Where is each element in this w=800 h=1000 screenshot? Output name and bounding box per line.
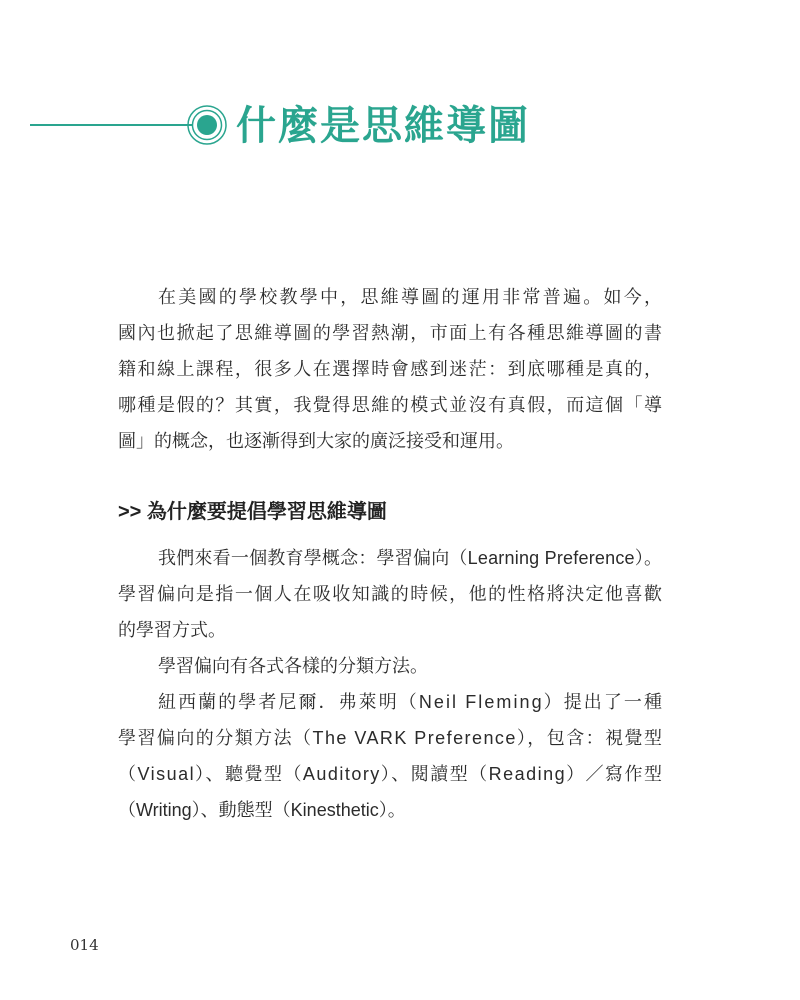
section-line: （Visual）、聽覺型（Auditory）、閱讀型（Reading）／寫作型 [118, 764, 664, 784]
intro-line: 圖」的概念，也逐漸得到大家的廣泛接受和運用。 [118, 431, 514, 451]
section-line: 的學習方式。 [118, 620, 226, 640]
page-number: 014 [70, 936, 99, 954]
chapter-title: 什麼是思維導圖 [236, 102, 530, 149]
section-line: 學習偏向是指一個人在吸收知識的時候，他的性格將決定他喜歡 [118, 584, 664, 604]
target-circle-icon [186, 104, 228, 146]
section-line: 我們來看一個教育學概念：學習偏向（Learning Preference）。 [158, 548, 663, 568]
title-rule [30, 124, 192, 126]
section-line: （Writing）、動態型（Kinesthetic）。 [118, 800, 406, 820]
intro-line: 在美國的學校教學中，思維導圖的運用非常普遍。如今， [158, 287, 665, 307]
intro-line: 籍和線上課程，很多人在選擇時會感到迷茫：到底哪種是真的， [118, 359, 664, 379]
intro-line: 哪種是假的？其實，我覺得思維的模式並沒有真假，而這個「導 [118, 395, 664, 415]
intro-line: 國內也掀起了思維導圖的學習熱潮，市面上有各種思維導圖的書 [118, 323, 664, 343]
section-line: 學習偏向有各式各樣的分類方法。 [158, 656, 428, 676]
section-line: 學習偏向的分類方法（The VARK Preference），包含：視覺型 [118, 728, 664, 748]
section-line: 紐西蘭的學者尼爾．弗萊明（Neil Fleming）提出了一種 [158, 692, 665, 712]
section-heading: >> 為什麼要提倡學習思維導圖 [118, 501, 387, 523]
